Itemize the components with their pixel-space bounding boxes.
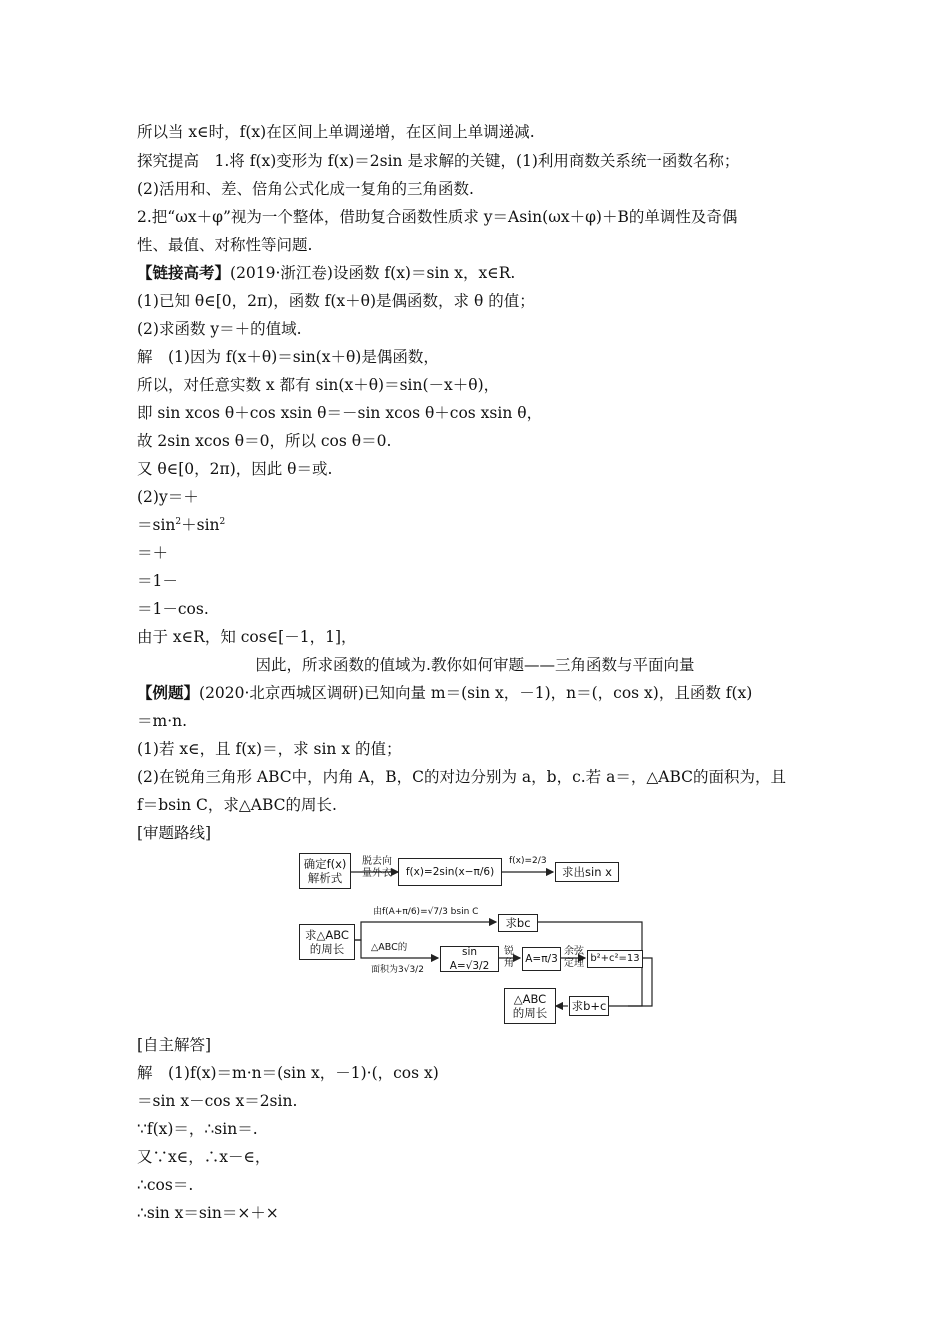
text-line: 所以，对任意实数 x 都有 sin(x＋θ)＝sin(－x＋θ)，: [137, 376, 500, 394]
box-line: 的周长: [309, 942, 345, 956]
text-line: 即 sin xcos θ＋cos xsin θ＝－sin xcos θ＋cos xsin θ，: [137, 404, 543, 422]
text-span: ＝sin: [137, 516, 176, 534]
text-line: ＝m·n.: [137, 712, 188, 730]
box-line: 确定f(x): [303, 857, 347, 871]
superscript: 2: [219, 516, 226, 527]
link-exam-tag: 【链接高考】: [137, 263, 231, 282]
example-tag: 【例题】: [137, 683, 200, 702]
text-span: ＋sin: [181, 516, 220, 534]
text-line: ＝1－: [137, 572, 178, 590]
label-area-value: 面积为3√3/2: [371, 965, 424, 975]
text-line: [137, 683, 752, 703]
text-line: (2)y＝＋: [137, 488, 199, 506]
box-line: 的周长: [512, 1006, 548, 1020]
box-line: 解析式: [307, 871, 343, 885]
text-line: 性、最值、对称性等问题.: [137, 236, 313, 254]
superscript: 2: [175, 516, 182, 527]
label-line: △ABC的: [371, 942, 408, 953]
find-sinx-box: 求出sin x: [555, 862, 619, 882]
text-line: [137, 515, 225, 535]
label-line: 脱去向: [362, 856, 392, 867]
text-line: ＝＋: [137, 544, 169, 562]
text-line: 解 (1)f(x)＝m·n＝(sin x，－1)·(，cos x): [137, 1064, 439, 1082]
text-line: ∴cos＝.: [137, 1176, 194, 1194]
label-cosine-law: [564, 946, 584, 970]
text-line: 解 (1)因为 f(x＋θ)＝sin(x＋θ)是偶函数，: [137, 348, 439, 366]
text-line: ＝1－cos.: [137, 600, 209, 618]
text-line: 故 2sin xcos θ＝0，所以 cos θ＝0.: [137, 432, 392, 450]
text-line: (2)在锐角三角形 ABC中，内角 A，B，C的对边分别为 a，b，c.若 a＝，△ABC的面积为，且: [137, 768, 787, 786]
review-route-flowchart: [297, 846, 661, 1026]
arrow-label-remove-vector: [359, 856, 395, 880]
determine-fx-box: [299, 853, 351, 889]
arrow-label-fx-value: f(x)=2/3: [509, 856, 547, 866]
text-line: 又 θ∈[0，2π)，因此 θ＝或.: [137, 460, 333, 478]
label-area: [371, 942, 407, 954]
text-span: (2020·北京西城区调研)已知向量 m＝(sin x，－1)，n＝(，cos x)，且函数 f(x): [199, 684, 753, 702]
text-line: 所以当 x∈时，f(x)在区间上单调递增，在区间上单调递减.: [137, 123, 535, 141]
section-label: [自主解答]: [137, 1036, 212, 1054]
label-line: 定理: [564, 958, 584, 969]
text-line: 探究提高 1.将 f(x)变形为 f(x)＝2sin 是求解的关键，(1)利用商数关系统一函数名称；: [137, 152, 740, 170]
perimeter-result-box: [504, 988, 556, 1024]
text-line: [137, 263, 515, 283]
find-perimeter-task-box: [299, 924, 355, 960]
text-line-centered: 因此，所求函数的值域为.教你如何审题——三角函数与平面向量: [255, 656, 695, 674]
text-line: ∴sin x＝sin＝×＋×: [137, 1204, 279, 1222]
find-bc-box: 求bc: [498, 914, 538, 932]
text-line: (2)活用和、差、倍角公式化成一复角的三角函数.: [137, 180, 474, 198]
label-line: 余弦: [564, 946, 584, 957]
text-line: 2.把“ωx＋φ”视为一个整体，借助复合函数性质求 y＝Asin(ωx＋φ)＋B的单调性及奇偶: [137, 208, 738, 226]
text-line: (1)已知 θ∈[0，2π)，函数 f(x＋θ)是偶函数，求 θ 的值；: [137, 292, 535, 310]
find-bplusc-box: 求b+c: [569, 996, 609, 1016]
box-line: 求△ABC: [305, 928, 349, 942]
box-line: △ABC: [513, 992, 547, 1006]
text-line: f＝bsin C，求△ABC的周长.: [137, 796, 337, 814]
text-line: ∵f(x)＝，∴sin＝.: [137, 1120, 258, 1138]
label-line: 角: [504, 958, 514, 969]
text-line: 由于 x∈R，知 cos∈[－1，1]，: [137, 628, 357, 646]
text-line: (2)求函数 y＝＋的值域.: [137, 320, 302, 338]
sinA-box: sin A=√3/2: [440, 946, 499, 972]
section-label: [审题路线]: [137, 824, 212, 842]
text-span: (2019·浙江卷)设函数 f(x)＝sin x，x∈R.: [230, 264, 516, 282]
fx-expression-box: f(x)=2sin(x−π/6): [398, 858, 502, 886]
b2c2-box: b²+c²=13: [587, 950, 643, 968]
text-line: ＝sin x－cos x＝2sin.: [137, 1092, 298, 1110]
text-line: 又∵x∈，∴x－∈，: [137, 1148, 271, 1166]
arrow-label-from-f: 由f(A+π/6)=√7/3 bsin C: [373, 907, 479, 917]
label-line: 锐: [504, 946, 514, 957]
angle-A-box: A=π/3: [522, 947, 561, 971]
label-acute: [504, 946, 514, 970]
label-line: 量外衣: [362, 868, 392, 879]
text-line: (1)若 x∈，且 f(x)＝，求 sin x 的值；: [137, 740, 402, 758]
